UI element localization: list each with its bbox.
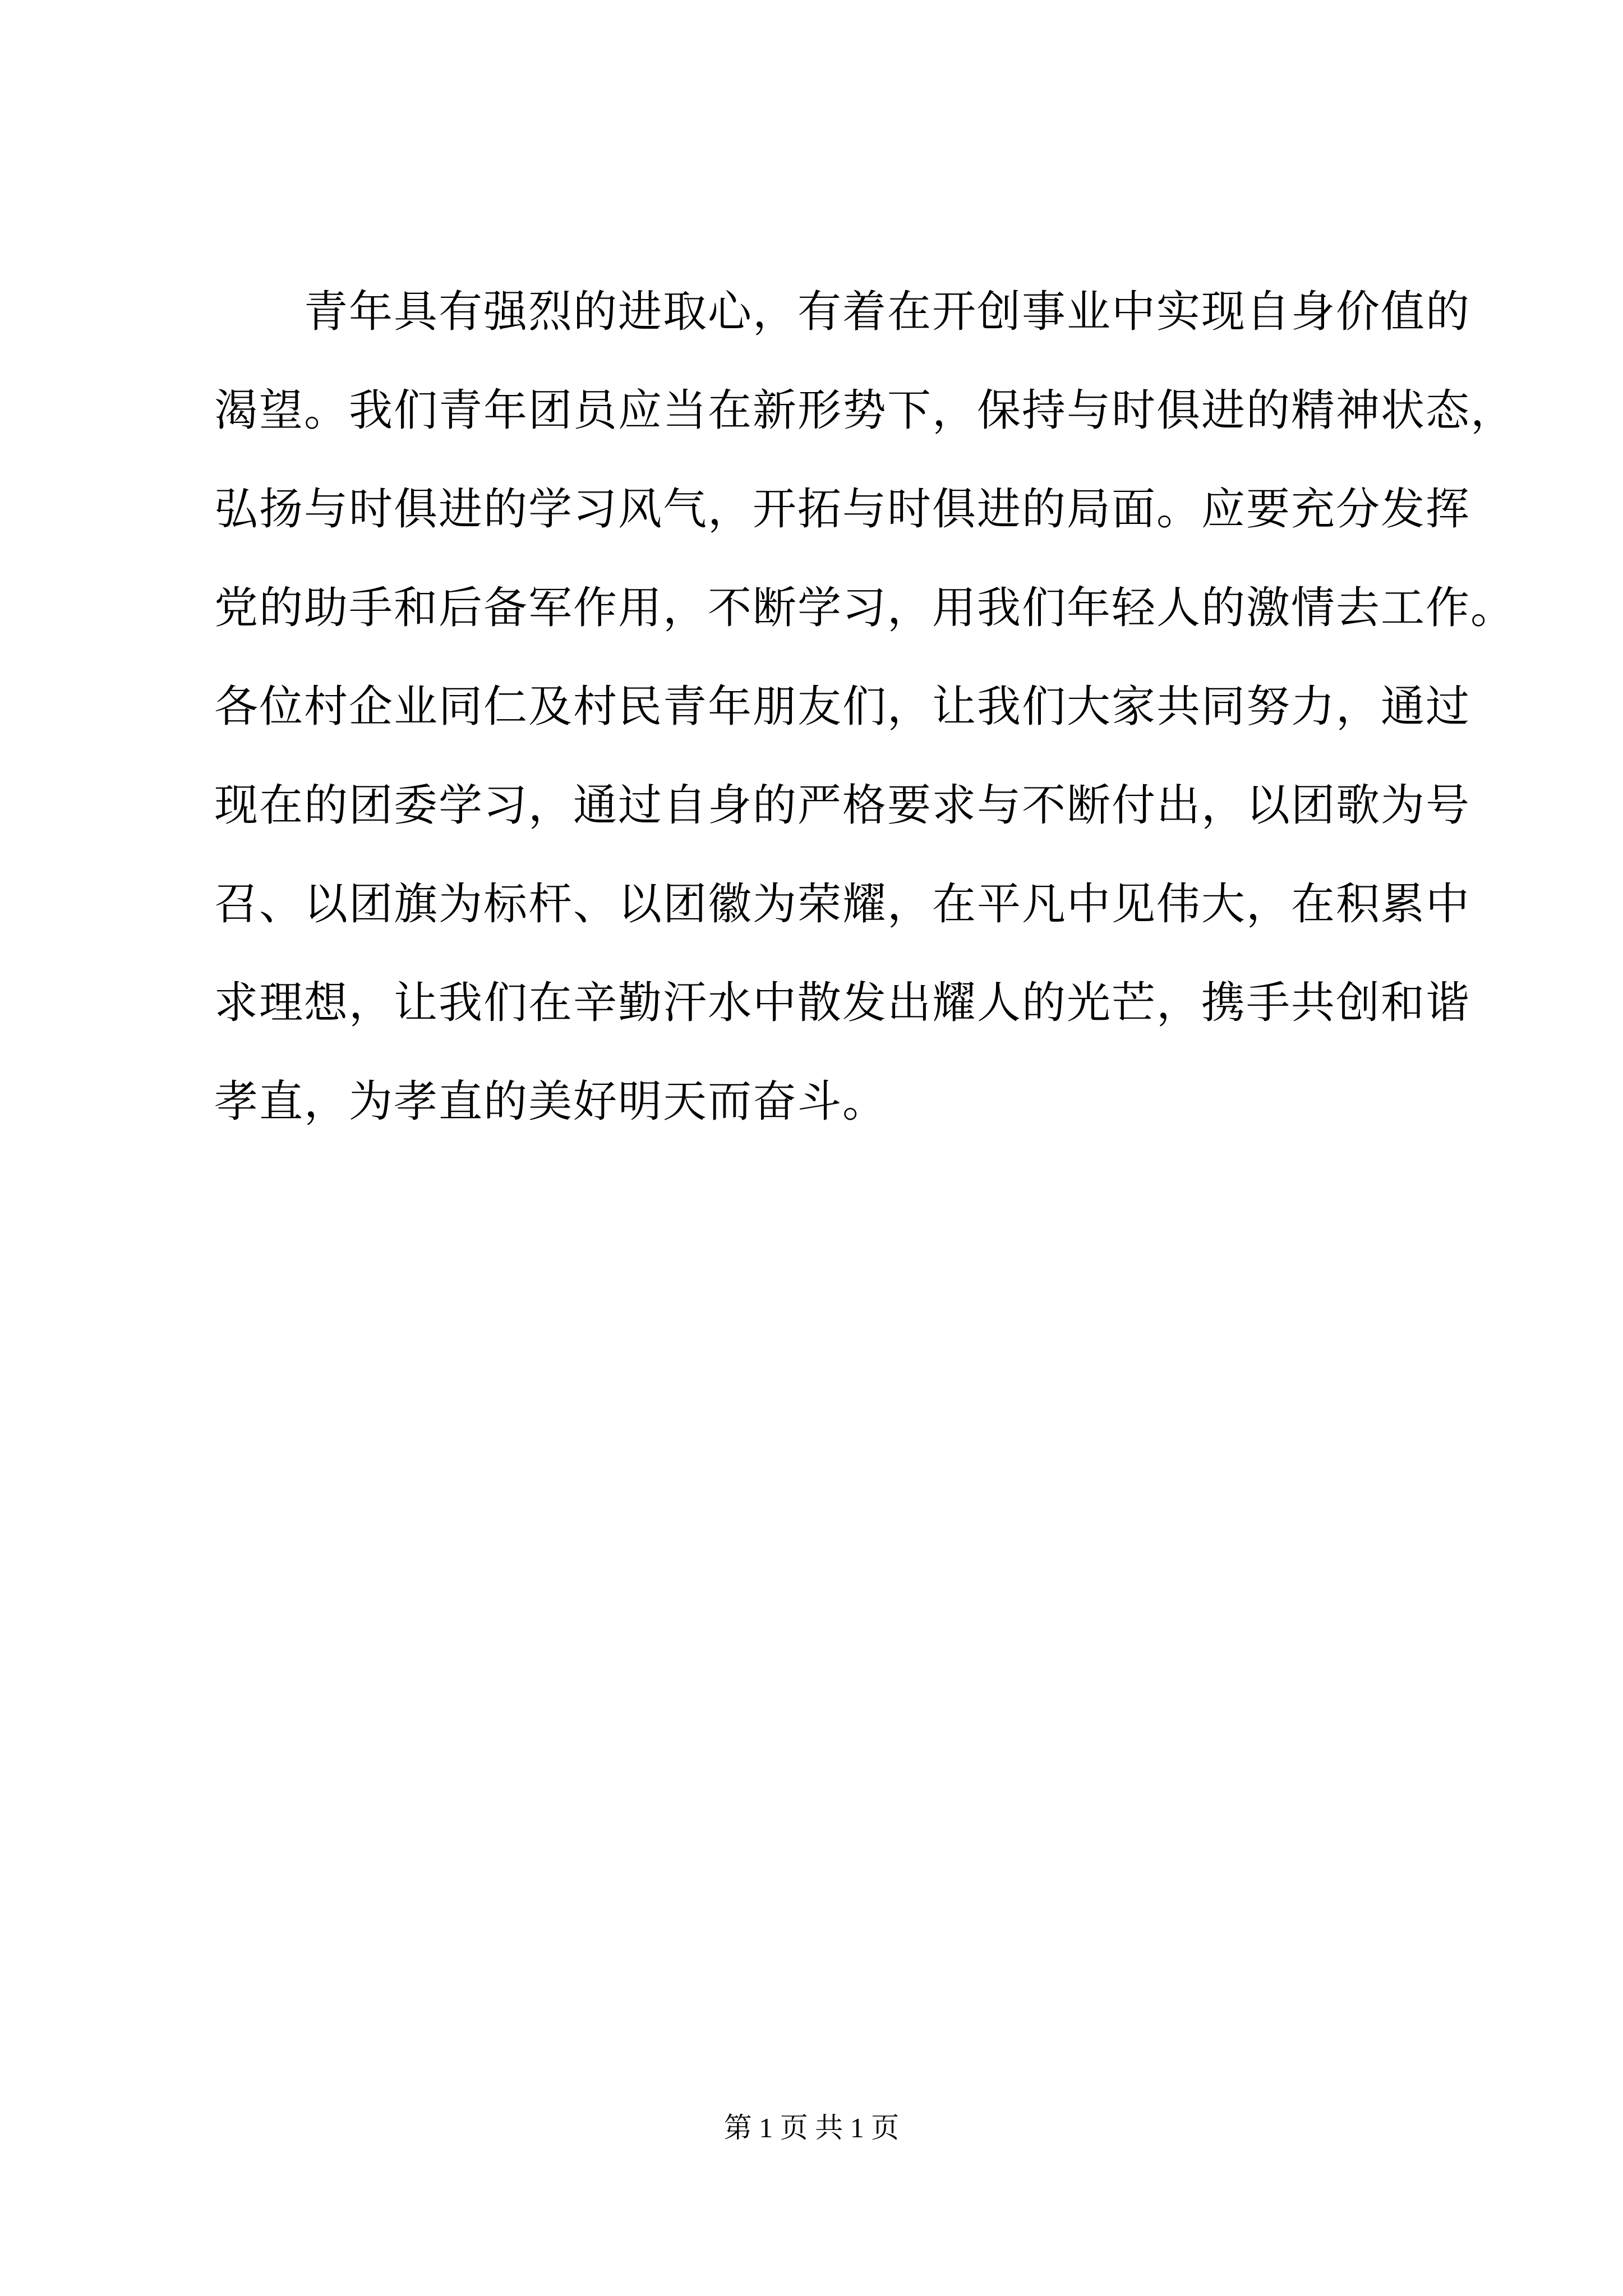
- paragraph-line: 孝直，为孝直的美好明天而奋斗。: [214, 1076, 888, 1127]
- paragraph-line: 渴望。我们青年团员应当在新形势下，保持与时俱进的精神状态，: [214, 385, 1516, 436]
- paragraph-line: 各位村企业同仁及村民青年朋友们，让我们大家共同努力，通过: [214, 682, 1471, 732]
- paragraph-line: 现在的团委学习，通过自身的严格要求与不断付出，以团歌为号: [214, 780, 1471, 831]
- paragraph-line: 党的助手和后备军作用，不断学习，用我们年轻人的激情去工作。: [214, 583, 1516, 633]
- body-paragraph: [214, 263, 1516, 1151]
- paragraph-line: 求理想，让我们在辛勤汗水中散发出耀人的光芒，携手共创和谐: [214, 978, 1471, 1028]
- page-number: 第 1 页 共 1 页: [723, 2112, 900, 2143]
- page-footer: [0, 2108, 1623, 2147]
- paragraph-line: 召、以团旗为标杆、以团徽为荣耀，在平凡中见伟大，在积累中: [214, 879, 1471, 930]
- paragraph-line: 弘扬与时俱进的学习风气，开拓与时俱进的局面。应要充分发挥: [214, 484, 1471, 535]
- paragraph-line: 青年具有强烈的进取心，有着在开创事业中实现自身价值的: [304, 287, 1471, 337]
